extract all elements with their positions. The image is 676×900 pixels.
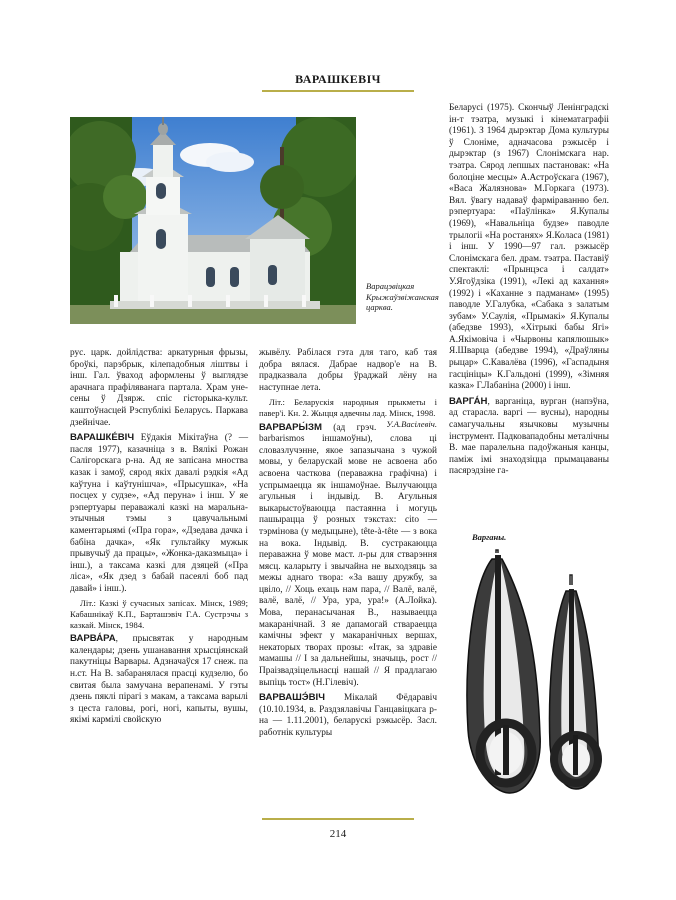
running-header: ВАРАШКЕВІЧ: [295, 72, 381, 86]
entry-headword: ВАРАШКЕ́ВІЧ: [70, 432, 135, 444]
vargan-left-image: [467, 550, 540, 793]
column-left: [70, 348, 248, 730]
author-signature: У.А.Васілевіч.: [386, 418, 437, 429]
footer-rule: [262, 818, 414, 820]
church-photo: [70, 117, 356, 324]
column-middle: [259, 348, 437, 743]
entry-varvashevich: [259, 692, 437, 739]
entry-text: Мікалай Фёдаравіч (10.10.1934, в. Раздзялавічы Ганцавіцкага р-на — 1.11.2001), беларускі рэжысёр. Засл. работнік культуры: [259, 693, 437, 738]
entry-varvara: [70, 633, 248, 727]
entry-varashkevich: [70, 432, 248, 595]
entry-text: Еўдакія Мікітаўна (? — пасля 1977), казачніца з в. Вялікі Рожан Салігорскага р-на. Ад яе запісана мноства казак і замоў, сярод якіх давалі рэдкія «Ад каўтуна і каўтунішча», «Прысушка», «На посцех у судзе», «Ад перуна» і інш. У яе рэпертуары пераважалі казкі на маральна-этычныя тэмы з цавучальнымі каментарыямі («Пра гора», «Дзедава дачка і бабіна дачка», «Як гультайку мужык прывучыў да працы», «Жонка-даказмыца» і інш.), а таксама казкі для дзяцей («Пра ліса», «Як дзед з бабай пасеялі боб пад давай» і інш.).: [70, 433, 248, 594]
entry-text: , прысвятак у народным календары; дзень ушанавання хрысціянскай пакутніцы Варвары. Адзначаўся 17 снеж. па н.ст. На В. забаранялася прасці кудзелю, бо свитая была замучана верапенамі. У гэты дзень пяклі пірагі з макам, а таксама варылі з цеста галовы, рогі, ногі, капыты, вушы, якімі кармілі свойскую: [70, 634, 248, 726]
vargan-figure: [452, 545, 612, 805]
literature-note: Літ.: Казкі ў сучасных запісах. Мінск, 1989; Кабашнікаў К.П., Барташэвіч Г.А. Сустрэчы з казкай. Мінск, 1984.: [70, 598, 248, 630]
figure-label: Варганы.: [472, 532, 507, 542]
entry-headword: ВАРГА́Н: [449, 395, 488, 407]
literature-text: Літ.: Беларускія народныя прыкметы і павер'і. Кн. 2. Жыцця адвечны лад. Мінск, 1998.: [259, 397, 437, 418]
page-number: 214: [329, 828, 347, 840]
vargan-right-image: [550, 575, 599, 789]
column-right: [449, 103, 609, 481]
entry-text: (ад грэч. barbarismos іншамоўны), слова ці словазлучэнне, якое запазычана з чужой мовы, у беларускай мове не асвоена або асвоена часткова (пераважна графічна) і успрымаецца як іншамоўнае. Вылучаюцца агульныя і індывід. В. Агульныя выкарыстоўваюцца пастаянна і могуць пашырацца ў розных тэкстах: сito — тэрмінова (у медыцыне), tête-à-tête — з вока на вока. Індывід. В. сустракаюцца пераважна ў мове маст. л-ры для стварэння мясц. каларыту і звычайна не выходзяць за межы аднаго твора: «За вашу дружбу, за цвіло, // Хоць ехаць нам пара, // Валё, валё, валё, валё, // Ура, ура, ура!» (А.Лойка). Мова, перанасычаная В., называецца макаранічнай. З яе дапамогай ствараецца камічны эфект у макаранічных вершах, некаторых творах прозы: «Ітак, за здравіе мамашы // І за дальнейшы, значыць, рост // Праізвадзіцельнасці нашай // Я прадлагаю выпіць тост» (Н.Гілевіч).: [259, 422, 437, 688]
entry-varvaryzm: [259, 422, 437, 690]
header-rule: [262, 90, 414, 92]
entry-vargan: [449, 396, 609, 478]
entry-headword: ВАРВА́РА: [70, 633, 116, 645]
entry-text: , варганіца, вурган (напэўна, ад старасла. варгі — вусны), народны самагучальны язычковы музычны інструмент. Падковападобны металічны В. мае паралельна падоўжаныя канцы, паміж імі знаходзіцца прымацаваны пасярэдзіне га-: [449, 396, 609, 477]
paragraph: Беларусі (1975). Скончыў Ленінградскі ін-т тэатра, музыкі і кінематаграфіі (1961). З 1964 дырэктар Дома культуры ў Слоніме, адначасова рэжысёр і дырэктар (з 1967) Слонімскага нар. тэатра. Сярод лепшых пастановак: «На болоціне месцы» А.Астроўскага (1967), «Васа Жалязнова» М.Горкага (1973). Вял. ўвагу надаваў фарміраванню бел. рэпертуара: «Паўлінка» Я.Купалы (1969), «Навальніца будзе» паводле трылогіі «На ростанях» Я.Коласа (1981) і інш. У 1990—97 гал. рэжысёр Слонімскага бел. драм. тэатра. Паставіў спектаклі: «Прынцэса і салдат» У.Ягоўдзіка (1991), «Лекі ад кахання» (1992) і «Каханне з падманам» (1995) паводле У.Галубка, «Сабака з залатым зубам» У.Саулія, «Прымакі» Я.Купалы (абедзве 1993), «Хітрыкі бабы Ягі» А.Якімовіча і «Чырвоны капялюшык» Я.Шварца (абедзве 1994), «Драўляны рыцар» С.Кавалёва (1996), «Гаспадыня гасцініцы» К.Гальдоні (1999), «Зімняя казка» Г.Лабаніна (2000) і інш.: [449, 103, 609, 392]
entry-headword: ВАРВАРЫ́ЗМ: [259, 421, 322, 433]
paragraph: жывёлу. Рабілася гэта для таго, каб тая добра вялася. Дабрае надвор'е на В. прадказвала добры ўраджай лёну на наступнае лета.: [259, 348, 437, 393]
paragraph: рус. царк. дойлідства: аркатурныя фрызы, броўкі, парэбрык, кілепадобныя ліштвы і інш. Гал. ўваход аформлены ў выглядзе арачнага прафіляванага партала. Храм унесены ў Дзярж. спіс гісторыка-культ. каштоўнасцей Рэспублікі Беларусь. Паркава дзейнічае.: [70, 348, 248, 428]
photo-caption: Варацэвіцкая Крыжаўзвіжанская царква.: [366, 281, 439, 312]
entry-headword: ВАРВАШЭ́ВІЧ: [259, 692, 325, 704]
